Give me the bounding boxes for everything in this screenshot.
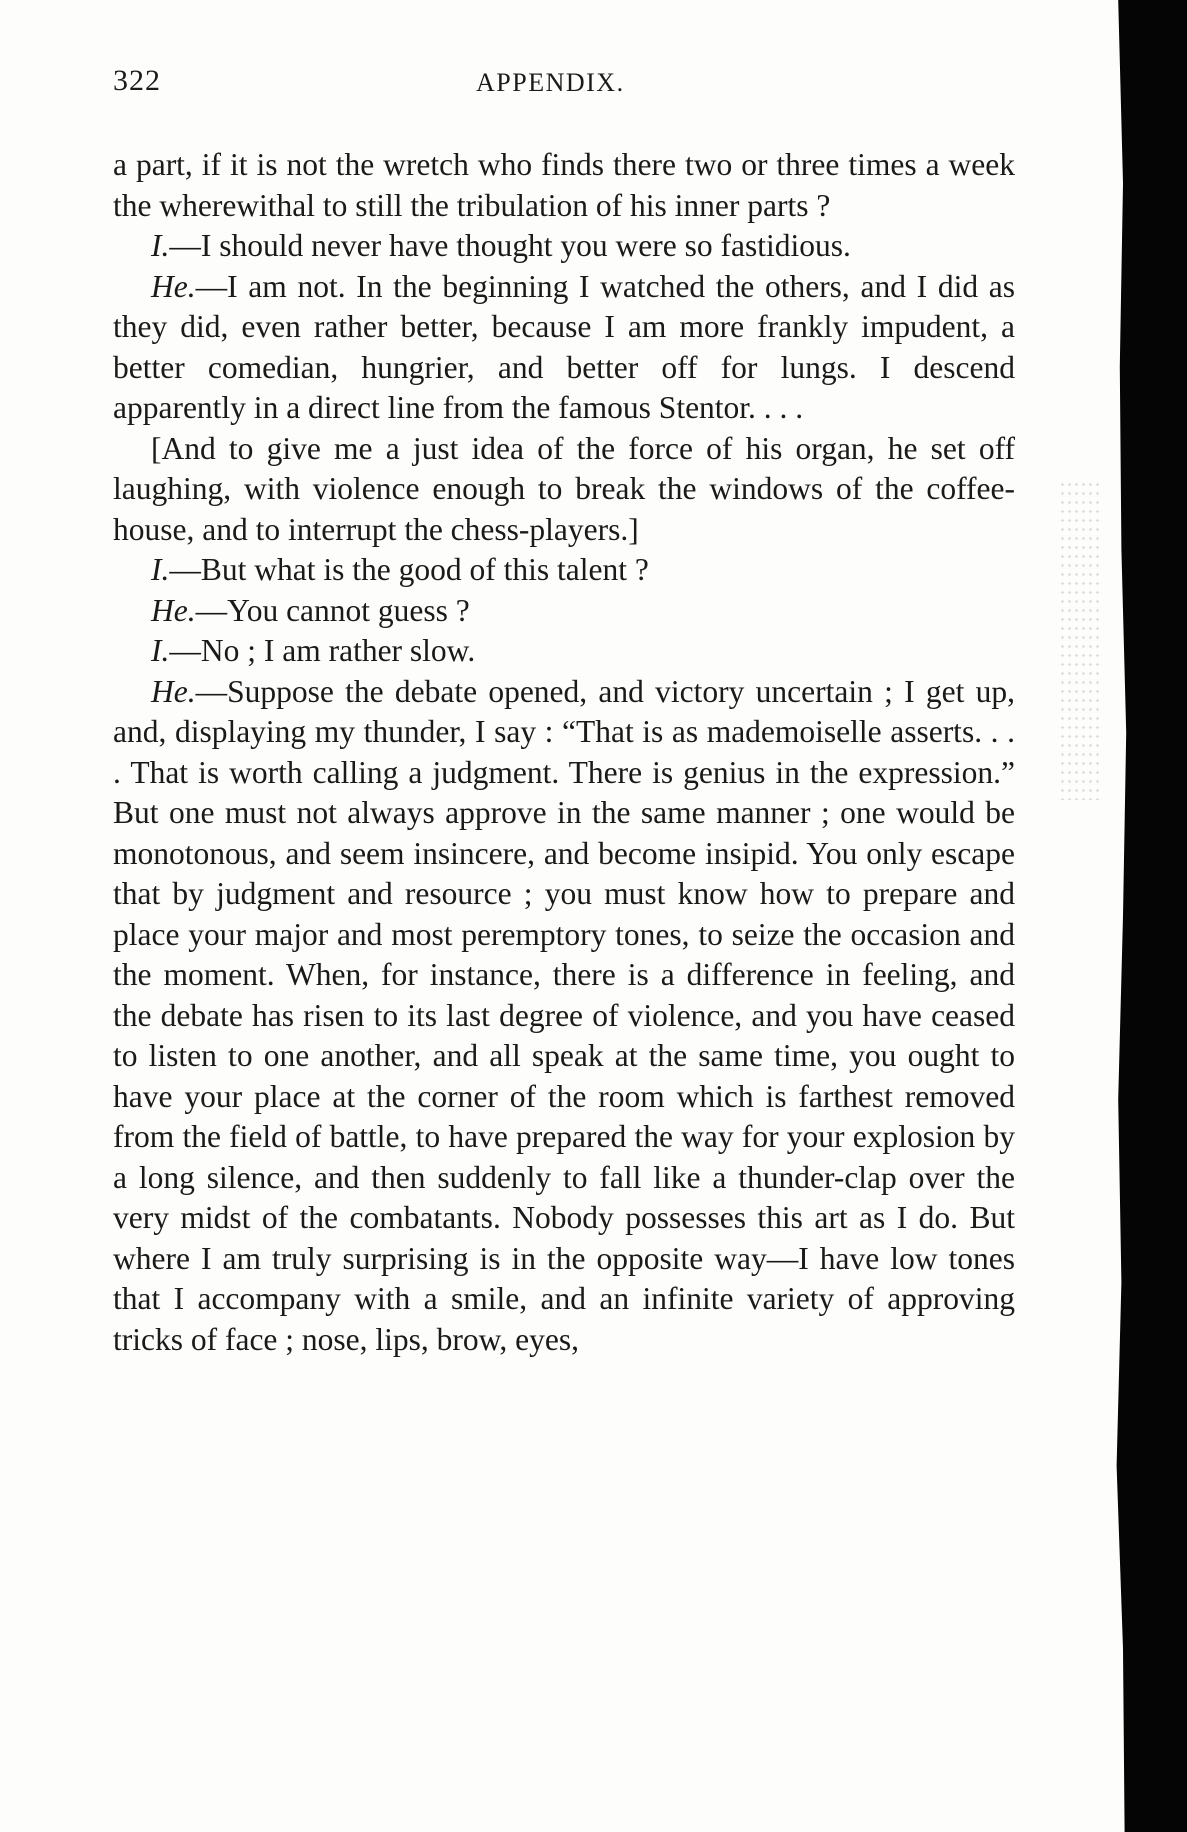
- stage-direction: [113, 429, 1015, 551]
- speaker-label: I.: [151, 228, 170, 263]
- page-header: [113, 64, 1013, 114]
- dialogue-line: [113, 550, 1015, 591]
- dialogue-line: [113, 591, 1015, 632]
- speaker-label: He.: [151, 673, 196, 709]
- dialogue-line: [113, 631, 1015, 672]
- dialogue-text: —But what is the good of this talent ?: [169, 552, 649, 587]
- dialogue-text: —No ; I am rather slow.: [169, 633, 476, 668]
- dialogue-line: [113, 267, 1015, 429]
- paragraph-text: a part, if it is not the wretch who finds there two or three times a week the wherewithal to still the tribulation of his inner parts ?: [113, 147, 1015, 223]
- paragraph: [113, 145, 1015, 226]
- body-text: [113, 145, 1015, 1360]
- dialogue-line: [113, 226, 1015, 267]
- running-title: APPENDIX.: [476, 68, 625, 97]
- speaker-label: He.: [151, 592, 196, 628]
- dialogue-line: [113, 672, 1015, 1361]
- dialogue-text: —Suppose the debate opened, and victory uncertain ; I get up, and, displaying my thunder, I say : “That is as mademoiselle asserts. . . . That is worth calling a judgment. There is genius in the expression.” But one must not always approve in the same manner ; one would be monotonous, and seem insincere, and become insipid. You only escape that by judgment and resource ; you must know how to prepare and place your major and most peremptory tones, to seize the occasion and the moment. When, for instance, there is a difference in feeling, and the debate has risen to its last degree of violence, and you have ceased to listen to one another, and all speak at the same time, you ought to have your place at the corner of the room which is farthest removed from the field of battle, to have prepared the way for your explosion by a long silence, and then suddenly to fall like a thunder-clap over the very midst of the combatants. Nobody possesses this art as I do. But where I am truly surprising is in the opposite way—I have low tones that I accompany with a smile, and an infinite variety of approving tricks of face ; nose, lips, brow, eyes,: [113, 673, 1015, 1357]
- dialogue-text: —I am not. In the beginning I watched the others, and I did as they did, even rather better, because I am more frankly impudent, a better comedian, hungrier, and better off for lungs. I descend apparently in a direct line from the famous Stentor. . . .: [113, 268, 1015, 425]
- scan-speckle: [1059, 480, 1099, 800]
- stage-direction-text: [And to give me a just idea of the force of his organ, he set off laughing, with violence enough to break the windows of the coffee-house, and to interrupt the chess-players.]: [113, 430, 1015, 547]
- dialogue-text: —You cannot guess ?: [195, 592, 470, 628]
- page-number: 322: [113, 64, 161, 97]
- speaker-label: He.: [151, 268, 196, 304]
- speaker-label: I.: [151, 633, 170, 668]
- binding-shadow: [1107, 0, 1187, 1832]
- dialogue-text: —I should never have thought you were so fastidious.: [169, 228, 851, 263]
- speaker-label: I.: [151, 552, 170, 587]
